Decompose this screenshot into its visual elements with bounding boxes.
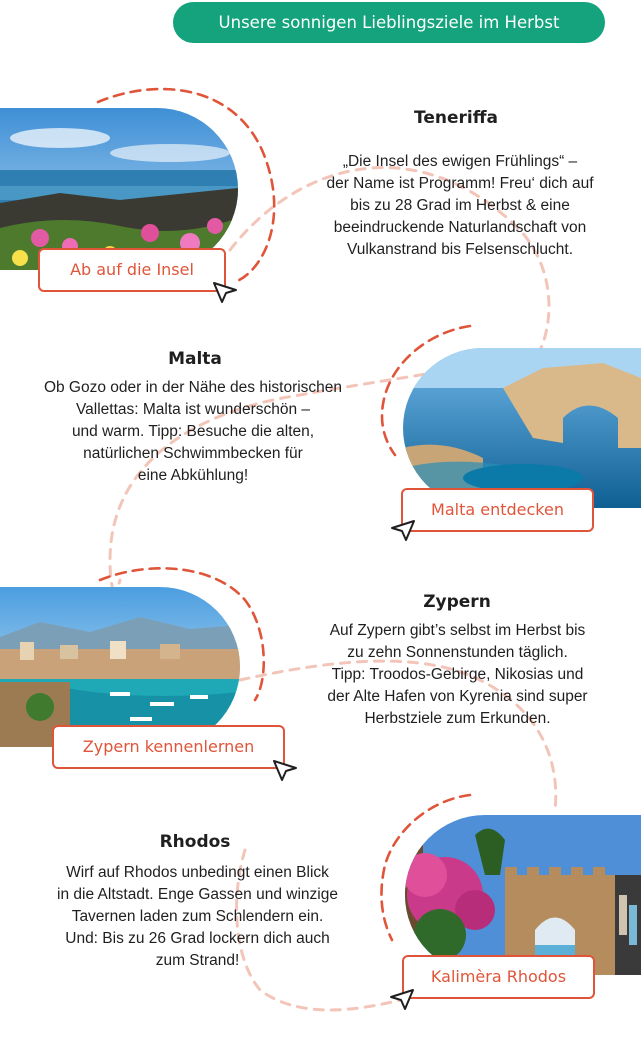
page-title: Unsere sonnigen Lieblingsziele im Herbst — [173, 2, 605, 43]
malta-description: Ob Gozo oder in der Nähe des historischen Vallettas: Malta ist wunderschön – und warm. Tipp: Besuche die alten, natürlichen Schwimmbecken für eine Abkühlung! — [43, 379, 343, 484]
teneriffa-photo — [0, 108, 238, 270]
cursor-pointer-icon — [211, 280, 239, 304]
rhodos-cta-button[interactable]: Kalimèra Rhodos — [402, 955, 595, 999]
malta-photo — [403, 348, 641, 508]
cursor-pointer-icon — [271, 758, 299, 782]
malta-cta-button[interactable]: Malta entdecken — [401, 488, 594, 532]
zypern-title: Zypern — [423, 592, 491, 612]
zypern-cta-button[interactable]: Zypern kennenlernen — [52, 725, 285, 769]
zypern-photo — [0, 587, 240, 747]
rhodos-title: Rhodos — [159, 832, 231, 852]
rhodos-description: Wirf auf Rhodos unbedingt einen Blick in die Altstadt. Enge Gassen und winzige Tavernen laden zum Schlendern ein. Und: Bis zu 26 Grad lockern dich auch zum Strand! — [57, 864, 338, 969]
cursor-pointer-icon — [389, 518, 417, 542]
teneriffa-title: Teneriffa — [414, 108, 498, 128]
zypern-description: Auf Zypern gibt’s selbst im Herbst bis zu zehn Sonnenstunden täglich. Tipp: Troodos-Gebirge, Nikosias und der Alte Hafen von Kyrenia sind super Herbstziele zum Erkunden. — [327, 622, 588, 727]
cursor-pointer-icon — [388, 987, 416, 1011]
teneriffa-description: „Die Insel des ewigen Frühlings“ – der Name ist Programm! Freu‘ dich auf bis zu 28 Grad im Herbst & eine beeindruckende Naturlandschaft von Vulkanstrand bis Felsenschlucht. — [326, 153, 594, 258]
malta-title: Malta — [168, 349, 222, 369]
teneriffa-cta-button[interactable]: Ab auf die Insel — [38, 248, 226, 292]
rhodos-photo — [405, 815, 641, 975]
